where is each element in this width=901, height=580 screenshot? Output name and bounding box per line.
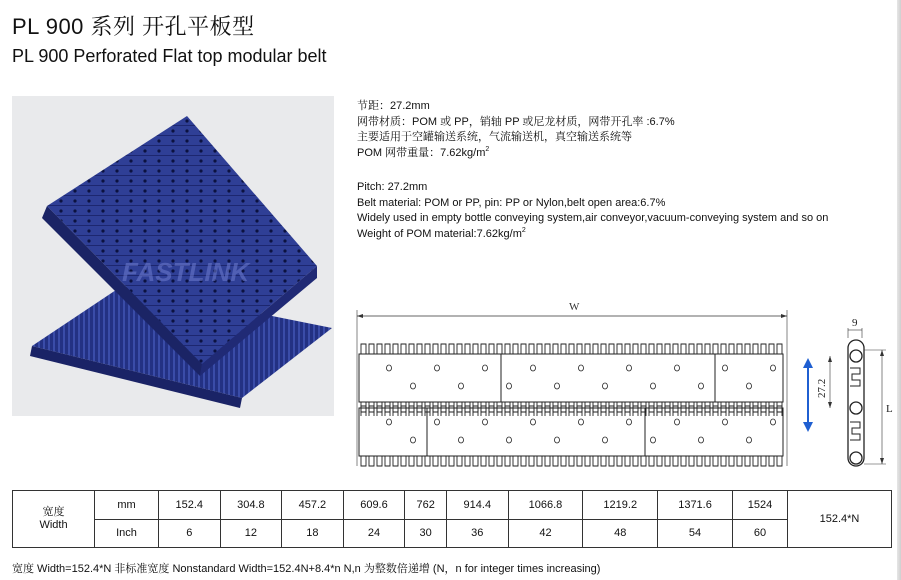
mm-cell: 457.2	[282, 491, 344, 520]
spec-pitch-en: Pitch: 27.2mm	[357, 181, 428, 193]
mm-cell: 1219.2	[583, 491, 658, 520]
belt-side-view-drawing	[800, 312, 896, 472]
step-note-cell: 152.4*N	[788, 491, 892, 548]
spec-usage-en: Widely used in empty bottle conveying system,air conveyor,vacuum-conveying system and so on	[357, 212, 829, 224]
width-spec-table	[12, 490, 892, 548]
dim-9-label: 9	[852, 317, 858, 329]
unit-mm: mm	[95, 491, 159, 520]
table-row-inch	[13, 519, 892, 548]
inch-cell: 30	[405, 519, 447, 548]
spec-material-cn: 网带材质：POM 或 PP，销轴 PP 或尼龙材质，网带开孔率 :6.7%	[357, 115, 675, 128]
page-title-chinese: PL 900 系列 开孔平板型	[12, 14, 255, 39]
mm-cell: 1524	[732, 491, 787, 520]
product-photo	[12, 96, 334, 416]
page-title-english: PL 900 Perforated Flat top modular belt	[12, 46, 327, 66]
inch-cell: 60	[732, 519, 787, 548]
page-edge	[897, 0, 901, 580]
spec-usage-cn: 主要适用于空罐输送系统，气流输送机，真空输送系统等	[357, 131, 632, 143]
watermark-logo: FASTLINK	[122, 257, 250, 287]
mm-cell: 1371.6	[658, 491, 733, 520]
footer-note: 宽度 Width=152.4*N 非标准宽度 Nonstandard Width=152.4N+8.4*n N,n 为整数倍递增 (N，n for integer times increasing)	[12, 563, 601, 575]
unit-inch: Inch	[95, 519, 159, 548]
mm-cell: 914.4	[447, 491, 509, 520]
spec-weight-en: Weight of POM $material:7.62kg/m^2$	[357, 226, 526, 240]
width-label-cell: 宽度 Width	[13, 491, 95, 548]
inch-cell: 36	[447, 519, 509, 548]
table-row-mm	[13, 491, 892, 520]
inch-cell: 54	[658, 519, 733, 548]
mm-cell: 609.6	[343, 491, 405, 520]
inch-cell: 42	[508, 519, 583, 548]
mm-cell: 152.4	[159, 491, 221, 520]
dim-pitch-label: 27.2	[816, 378, 828, 398]
inch-cell: 12	[220, 519, 282, 548]
width-dim-label: W	[569, 301, 580, 313]
dim-length-label: L	[886, 403, 893, 415]
specifications	[357, 99, 897, 242]
modular-belt-illustration	[12, 96, 334, 416]
mm-cell: 304.8	[220, 491, 282, 520]
inch-cell: 24	[343, 519, 405, 548]
inch-cell: 48	[583, 519, 658, 548]
spec-pitch-cn: 节距：27.2mm	[357, 100, 430, 112]
direction-arrow-icon	[803, 358, 813, 368]
spec-material-en: Belt material: POM or PP, pin: PP or Nylon,belt open area:6.7%	[357, 196, 666, 209]
mm-cell: 762	[405, 491, 447, 520]
inch-cell: 18	[282, 519, 344, 548]
spec-weight-cn: POM 网带重量：$7.62kg/m^2$	[357, 145, 490, 159]
belt-top-view-drawing	[355, 290, 791, 470]
inch-cell: 6	[159, 519, 221, 548]
mm-cell: 1066.8	[508, 491, 583, 520]
